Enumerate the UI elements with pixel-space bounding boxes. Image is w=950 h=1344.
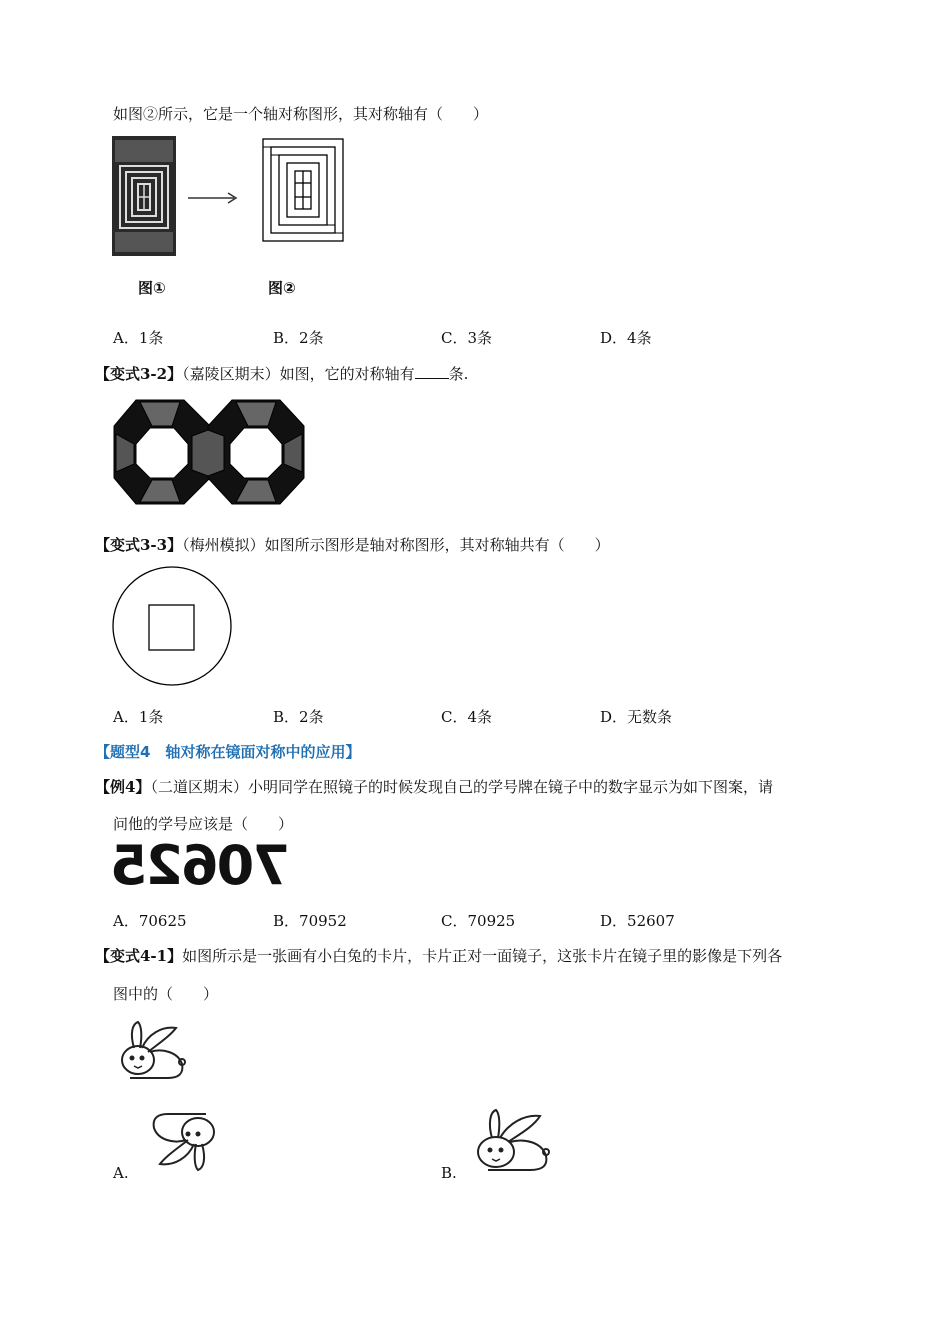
- stem-text: 如图所示是一张画有小白兔的卡片，卡片正对一面镜子，这张卡片在镜子里的影像是下列各: [182, 947, 783, 965]
- rabbit-option-a-figure: [140, 1102, 224, 1174]
- arrow-right-icon: [186, 190, 240, 206]
- rabbit-original-figure: [112, 1018, 186, 1082]
- variant-4-1-stem-line2: 图中的（ ）: [113, 985, 219, 1003]
- option-a: A．1条: [113, 708, 164, 726]
- example-4-stem-line2: 问他的学号应该是（ ）: [113, 815, 294, 833]
- question-stem: 如图②所示，它是一个轴对称图形，其对称轴有（ ）: [113, 105, 489, 123]
- section-heading: 【题型4 轴对称在镜面对称中的应用】: [95, 743, 361, 761]
- mirrored-number: 70625: [112, 834, 290, 897]
- option-d: D．52607: [600, 912, 675, 930]
- stem-text: （二道区期末）小明同学在照镜子的时候发现自己的学号牌在镜子中的数字显示为如下图案，请: [150, 778, 773, 796]
- option-a: A．70625: [113, 912, 187, 930]
- variant-3-3-stem: [95, 535, 610, 555]
- option-a: A．1条: [113, 329, 164, 347]
- option-b: B．2条: [273, 708, 324, 726]
- option-d: D．4条: [600, 329, 652, 347]
- option-c: C．4条: [441, 708, 493, 726]
- example-tag: 【例4】: [95, 778, 151, 796]
- answer-blank: [415, 364, 449, 379]
- double-octagon-figure: [112, 394, 306, 510]
- option-c: C．3条: [441, 329, 493, 347]
- figure-2-caption: 图②: [268, 279, 296, 297]
- variant-tag: 【变式3-2】: [95, 365, 183, 383]
- option-b: B．2条: [273, 329, 324, 347]
- option-b: B.: [441, 1164, 457, 1182]
- circle-square-figure: [111, 565, 233, 687]
- example-4-stem-line1: [95, 777, 773, 797]
- lattice-photo-figure: [112, 136, 176, 256]
- option-a: A.: [113, 1164, 129, 1182]
- rabbit-option-b-figure: [468, 1104, 552, 1176]
- stem-text: （梅州模拟）如图所示图形是轴对称图形，其对称轴共有（ ）: [182, 536, 610, 554]
- variant-tag: 【变式4-1】: [95, 947, 183, 965]
- stem-part-a: （嘉陵区期末）如图，它的对称轴有: [182, 365, 415, 383]
- option-b: B．70952: [273, 912, 347, 930]
- figure-1-caption: 图①: [138, 279, 166, 297]
- variant-tag: 【变式3-3】: [95, 536, 183, 554]
- variant-3-2-stem: [95, 364, 468, 384]
- option-d: D．无数条: [600, 708, 673, 726]
- stem-part-b: 条.: [448, 365, 469, 383]
- lattice-line-figure: [262, 138, 344, 242]
- option-c: C．70925: [441, 912, 516, 930]
- variant-4-1-stem-line1: [95, 946, 782, 966]
